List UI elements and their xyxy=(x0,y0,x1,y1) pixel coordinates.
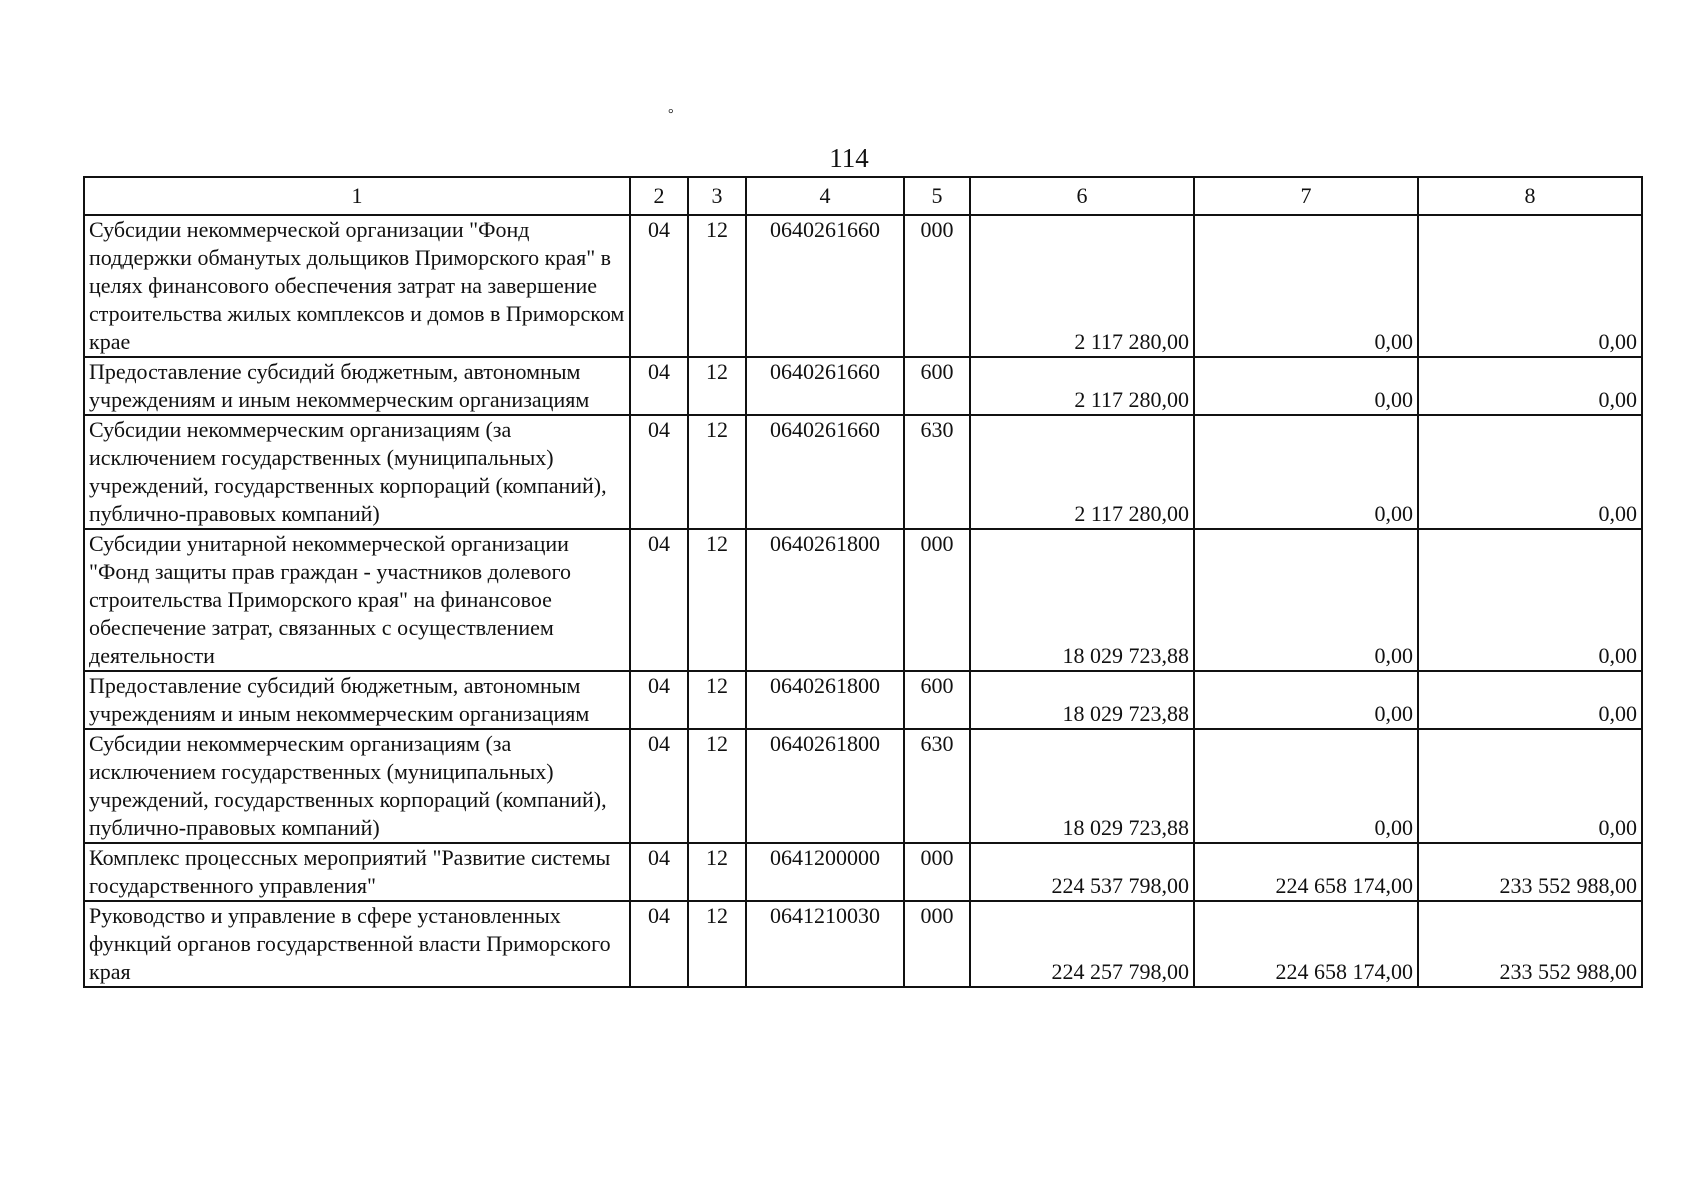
row-description: Субсидии некоммерческим организациям (за исключением государственных (муниципальных) учреждений, государственных корпораций (компаний), публично-правовых компаний) xyxy=(84,415,630,529)
section-code: 04 xyxy=(630,357,688,415)
subsection-code: 12 xyxy=(688,901,746,987)
amount-col6: 2 117 280,00 xyxy=(970,357,1194,415)
section-code: 04 xyxy=(630,415,688,529)
amount-col7: 0,00 xyxy=(1194,671,1418,729)
amount-col6: 18 029 723,88 xyxy=(970,529,1194,671)
amount-col8: 0,00 xyxy=(1418,729,1642,843)
column-header: 1 xyxy=(84,177,630,215)
amount-col6: 18 029 723,88 xyxy=(970,671,1194,729)
expense-type-code: 000 xyxy=(904,843,970,901)
table-row xyxy=(84,529,1642,671)
row-description: Субсидии некоммерческой организации "Фонд поддержки обманутых дольщиков Приморского края" в целях финансового обеспечения затрат на завершение строительства жилых комплексов и домов в Приморском крае xyxy=(84,215,630,357)
table-row xyxy=(84,843,1642,901)
amount-col6: 2 117 280,00 xyxy=(970,215,1194,357)
section-code: 04 xyxy=(630,843,688,901)
table-row xyxy=(84,671,1642,729)
budget-table xyxy=(83,176,1643,988)
column-header: 3 xyxy=(688,177,746,215)
expense-type-code: 000 xyxy=(904,901,970,987)
expense-type-code: 630 xyxy=(904,415,970,529)
amount-col8: 0,00 xyxy=(1418,415,1642,529)
subsection-code: 12 xyxy=(688,357,746,415)
subsection-code: 12 xyxy=(688,729,746,843)
section-code: 04 xyxy=(630,729,688,843)
section-code: 04 xyxy=(630,901,688,987)
row-description: Предоставление субсидий бюджетным, автономным учреждениям и иным некоммерческим организациям xyxy=(84,671,630,729)
page-number: 114 xyxy=(829,143,869,173)
amount-col8: 0,00 xyxy=(1418,357,1642,415)
amount-col8: 0,00 xyxy=(1418,529,1642,671)
target-article-code: 0640261660 xyxy=(746,415,904,529)
expense-type-code: 600 xyxy=(904,357,970,415)
subsection-code: 12 xyxy=(688,671,746,729)
amount-col8: 0,00 xyxy=(1418,215,1642,357)
expense-type-code: 000 xyxy=(904,215,970,357)
subsection-code: 12 xyxy=(688,215,746,357)
subsection-code: 12 xyxy=(688,529,746,671)
amount-col7: 0,00 xyxy=(1194,529,1418,671)
subsection-code: 12 xyxy=(688,843,746,901)
expense-type-code: 000 xyxy=(904,529,970,671)
amount-col8: 0,00 xyxy=(1418,671,1642,729)
amount-col7: 224 658 174,00 xyxy=(1194,843,1418,901)
row-description: Предоставление субсидий бюджетным, автономным учреждениям и иным некоммерческим организациям xyxy=(84,357,630,415)
expense-type-code: 600 xyxy=(904,671,970,729)
column-header: 2 xyxy=(630,177,688,215)
amount-col6: 2 117 280,00 xyxy=(970,415,1194,529)
column-header: 5 xyxy=(904,177,970,215)
scan-mark: ° xyxy=(668,107,674,122)
target-article-code: 0640261800 xyxy=(746,729,904,843)
row-description: Субсидии некоммерческим организациям (за исключением государственных (муниципальных) учреждений, государственных корпораций (компаний), публично-правовых компаний) xyxy=(84,729,630,843)
target-article-code: 0641200000 xyxy=(746,843,904,901)
row-description: Комплекс процессных мероприятий "Развитие системы государственного управления" xyxy=(84,843,630,901)
amount-col8: 233 552 988,00 xyxy=(1418,843,1642,901)
section-code: 04 xyxy=(630,671,688,729)
amount-col6: 224 257 798,00 xyxy=(970,901,1194,987)
expense-type-code: 630 xyxy=(904,729,970,843)
table-row xyxy=(84,901,1642,987)
table-row xyxy=(84,415,1642,529)
amount-col8: 233 552 988,00 xyxy=(1418,901,1642,987)
target-article-code: 0640261800 xyxy=(746,671,904,729)
column-header: 4 xyxy=(746,177,904,215)
header-row xyxy=(84,177,1642,215)
amount-col6: 18 029 723,88 xyxy=(970,729,1194,843)
column-header: 8 xyxy=(1418,177,1642,215)
target-article-code: 0640261660 xyxy=(746,215,904,357)
target-article-code: 0640261800 xyxy=(746,529,904,671)
table-row xyxy=(84,729,1642,843)
target-article-code: 0640261660 xyxy=(746,357,904,415)
column-header: 6 xyxy=(970,177,1194,215)
amount-col6: 224 537 798,00 xyxy=(970,843,1194,901)
section-code: 04 xyxy=(630,529,688,671)
amount-col7: 224 658 174,00 xyxy=(1194,901,1418,987)
amount-col7: 0,00 xyxy=(1194,415,1418,529)
row-description: Руководство и управление в сфере установленных функций органов государственной власти Приморского края xyxy=(84,901,630,987)
amount-col7: 0,00 xyxy=(1194,215,1418,357)
target-article-code: 0641210030 xyxy=(746,901,904,987)
table-row xyxy=(84,215,1642,357)
row-description: Субсидии унитарной некоммерческой организации "Фонд защиты прав граждан - участников долевого строительства Приморского края" на финансовое обеспечение затрат, связанных с осуществлением деятельности xyxy=(84,529,630,671)
column-header: 7 xyxy=(1194,177,1418,215)
subsection-code: 12 xyxy=(688,415,746,529)
amount-col7: 0,00 xyxy=(1194,729,1418,843)
section-code: 04 xyxy=(630,215,688,357)
amount-col7: 0,00 xyxy=(1194,357,1418,415)
table-row xyxy=(84,357,1642,415)
